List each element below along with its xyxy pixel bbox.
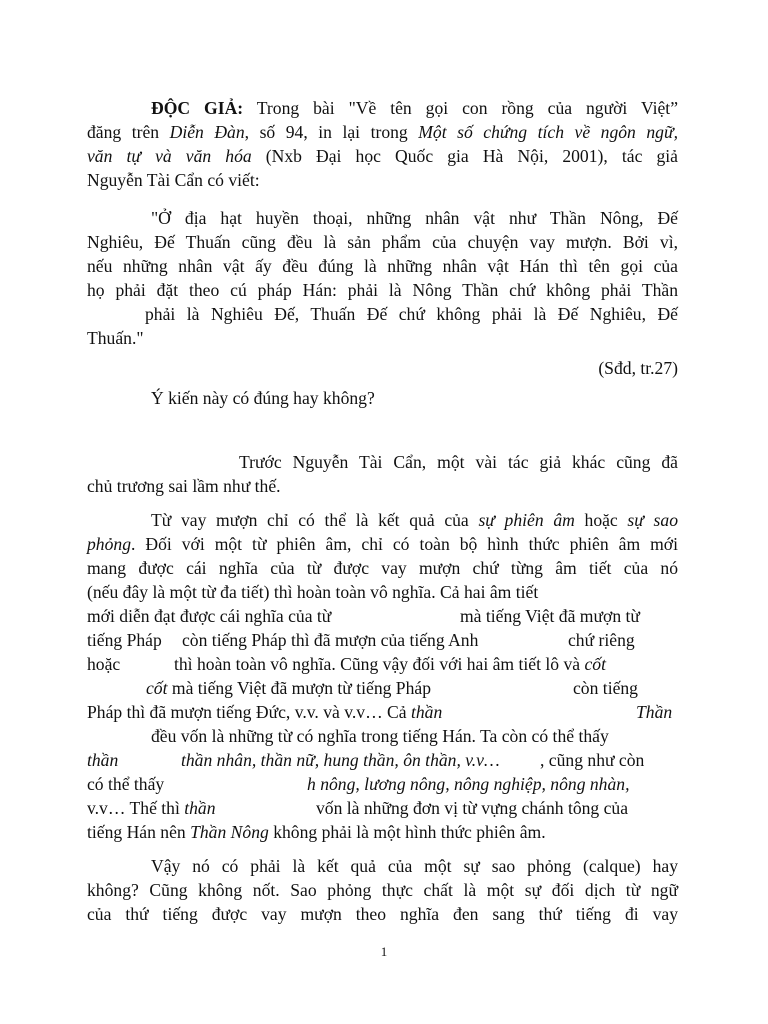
paragraph-1-line-4: Nguyễn Tài Cẩn có viết: <box>87 170 260 190</box>
paragraph-b-line-5: mới diễn đạt được cái nghĩa của từ mà tiếng Việt đã mượn từ <box>87 606 640 626</box>
citation: (Sđd, tr.27) <box>598 358 678 378</box>
quote-line-4: họ phải đặt theo cú pháp Hán: phải là Nông Thần chứ không phải Thần <box>87 280 678 300</box>
paragraph-b-line-10: đều vốn là những từ có nghĩa trong tiếng Hán. Ta còn có thể thấy <box>151 726 609 746</box>
paragraph-b-line-9: Pháp thì đã mượn tiếng Đức, v.v. và v.v… Cả thần Thần <box>87 702 673 722</box>
paragraph-b-line-13: v.v… Thế thì thần vốn là những đơn vị từ vựng chánh tông của <box>87 798 629 818</box>
paragraph-b-line-4: (nếu đây là một từ đa tiết) thì hoàn toàn vô nghĩa. Cả hai âm tiết <box>87 582 539 602</box>
answer-line-2: chủ trương sai lầm như thế. <box>87 476 281 496</box>
paragraph-b-line-12: có thể thấy h nông, lương nông, nông nghiệp, nông nhàn, <box>87 774 630 794</box>
paragraph-b-line-1: Từ vay mượn chỉ có thể là kết quả của sự phiên âm hoặc sự sao <box>151 510 678 530</box>
paragraph-c-line-3: của thứ tiếng được vay mượn theo nghĩa đen sang thứ tiếng đi vay <box>87 904 678 924</box>
quote-line-5: phải là Nghiêu Đế, Thuấn Đế chứ không phải là Đế Nghiêu, Đế <box>145 304 678 324</box>
quote-line-1: "Ở địa hạt huyền thoại, những nhân vật như Thần Nông, Đế <box>151 208 678 228</box>
question: Ý kiến này có đúng hay không? <box>151 388 375 408</box>
quote-line-2: Nghiêu, Đế Thuấn cũng đều là sản phẩm của chuyện vay mượn. Bởi vì, <box>87 232 678 252</box>
paragraph-b-line-6: tiếng Pháp còn tiếng Pháp thì đã mượn của tiếng Anh chứ riêng <box>87 630 635 650</box>
quote-line-3: nếu những nhân vật ấy đều đúng là những nhân vật Hán thì tên gọi của <box>87 256 678 276</box>
paragraph-1-line-2: đăng trên Diễn Đàn, số 94, in lại trong Một số chứng tích về ngôn ngữ, <box>87 122 678 142</box>
paragraph-b-line-14: tiếng Hán nên Thần Nông không phải là một hình thức phiên âm. <box>87 822 546 842</box>
paragraph-1-line-1: ĐỘC GIẢ: Trong bài "Về tên gọi con rồng của người Việt” <box>151 98 678 118</box>
page-number: 1 <box>380 944 388 959</box>
answer-line-1: Trước Nguyễn Tài Cẩn, một vài tác giả khác cũng đã <box>239 452 678 472</box>
quote-line-6: Thuấn." <box>87 328 144 348</box>
paragraph-b-line-7: hoặc thì hoàn toàn vô nghĩa. Cũng vậy đối với hai âm tiết lô và cốt <box>87 654 606 674</box>
reader-label: ĐỘC GIẢ: <box>151 98 244 118</box>
document-page: ĐỘC GIẢ: Trong bài "Về tên gọi con rồng của người Việt” đăng trên Diễn Đàn, số 94, in lại trong Một số chứng tích về ngôn ngữ, văn tự và văn hóa (Nxb Đại học Quốc gia Hà Nội, 2001), tác giả Nguyễn Tài Cẩn có viết: "Ở địa hạt huyền thoại, những nhân vật như Thần Nông, Đế Nghiêu, Đế Thuấn cũng đều là sản phẩm của chuyện vay mượn. Bởi vì, nếu những nhân vật ấy đều đúng là những nhân vật Hán thì tên gọi của họ phải đặt theo cú pháp Hán: phải là Nông Thần chứ không phải Thần phải là Nghiêu Đế, Thuấn Đế chứ không phải là Đế Nghiêu, Đế Thuấn." (Sđd, tr.27) Ý kiến này có đúng hay không? Trước Nguyễn Tài Cẩn, một vài tác giả khác cũng đã chủ trương sai lầm như thế. Từ vay mượn chỉ có thể là kết quả của sự phiên âm hoặc sự sao phỏng. Đối với một từ phiên âm, chỉ có toàn bộ hình thức phiên âm mới mang được cái nghĩa của từ được vay mượn chứ từng âm tiết của nó (nếu đây là một từ đa tiết) thì hoàn toàn vô nghĩa. Cả hai âm tiết mới diễn đạt được cái nghĩa của từ mà tiếng Việt đã mượn từ tiếng Pháp còn tiếng Pháp thì đã mượn của tiếng Anh chứ riêng hoặc thì hoàn toàn vô nghĩa. Cũng vậy đối với hai âm tiết lô và cốt cốt mà tiếng Việt đã mượn từ tiếng Pháp còn tiếng Pháp thì đã mượn tiếng Đức, v.v. và v.v… Cả thần Thần đều vốn là những từ có nghĩa trong tiếng Hán. Ta còn có thể thấy thần thần nhân, thần nữ, hung thần, ôn thần, v.v… , cũng như còn có thể thấy h nông, lương nông, nông nghiệp, nông nhàn, v.v… Thế thì thần vốn là những đơn vị từ vựng chánh tông của tiếng Hán nên Thần Nông không phải là một hình thức phiên âm. Vậy nó có phải là kết quả của một sự sao phỏng (calque) hay không? Cũng không nốt. Sao phỏng thực chất là một sự đối dịch từ ngữ của thứ tiếng được vay mượn theo nghĩa đen sang thứ tiếng đi vay 1 <box>0 0 768 1024</box>
paragraph-c-line-1: Vậy nó có phải là kết quả của một sự sao phỏng (calque) hay <box>151 856 678 876</box>
paragraph-b-line-11: thần thần nhân, thần nữ, hung thần, ôn thần, v.v… , cũng như còn <box>87 750 645 770</box>
paragraph-b-line-2: phỏng. Đối với một từ phiên âm, chỉ có toàn bộ hình thức phiên âm mới <box>87 534 678 554</box>
paragraph-b-line-3: mang được cái nghĩa của từ được vay mượn chứ từng âm tiết của nó <box>87 558 678 578</box>
paragraph-c-line-2: không? Cũng không nốt. Sao phỏng thực chất là một sự đối dịch từ ngữ <box>87 880 678 900</box>
paragraph-1-line-3: văn tự và văn hóa (Nxb Đại học Quốc gia Hà Nội, 2001), tác giả <box>87 146 678 166</box>
